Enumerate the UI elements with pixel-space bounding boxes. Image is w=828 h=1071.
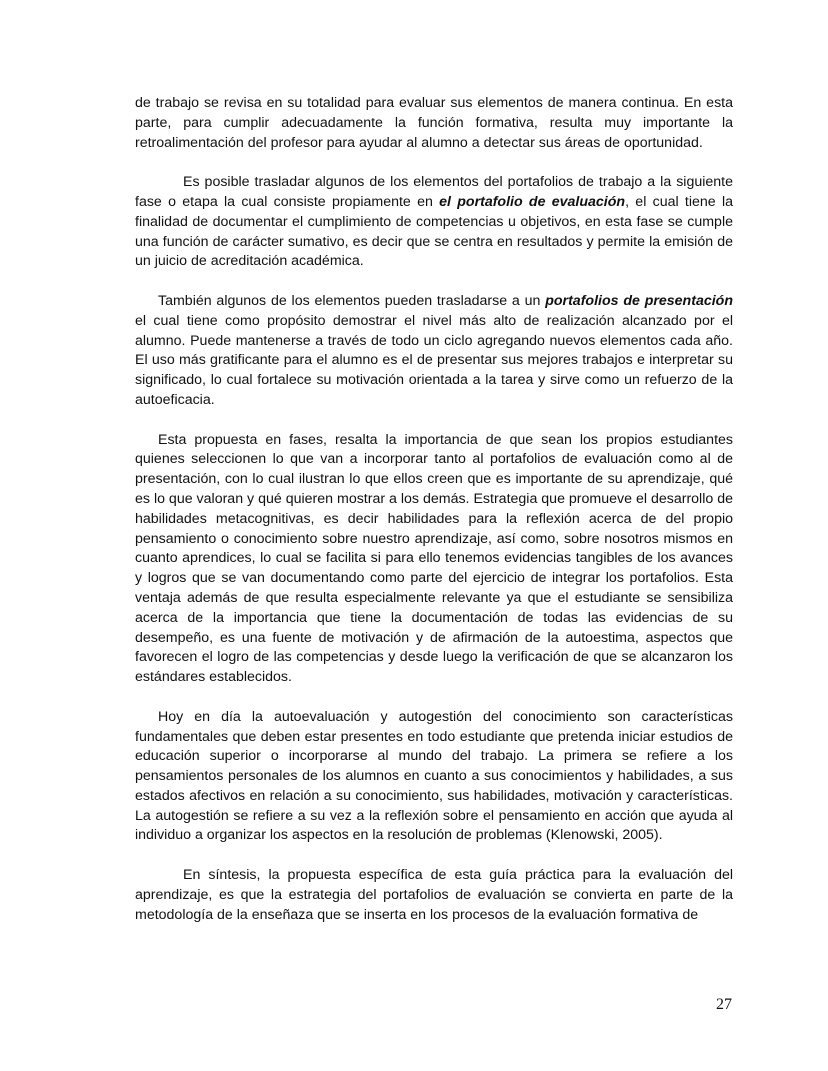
paragraph-1 [135, 94, 733, 153]
paragraph-3 [135, 292, 733, 411]
paragraph-6-text: En síntesis, la propuesta específica de esta guía práctica para la evaluación del aprendizaje, es que la estrategia del portafolios de evaluación se convierta en parte de la metodología de la enseñaza que se inserta en los procesos de la evaluación formativa de [135, 867, 733, 923]
paragraph-2-text-end: , el cual tiene la finalidad de documentar el cumplimiento de competencias u objetivos, en esta fase se cumple una función de carácter sumativo, es decir que se centra en resultados y permite la emisión de un juicio de acreditación académica. [135, 193, 733, 270]
paragraph-4-text: Esta propuesta en fases, resalta la importancia de que sean los propios estudiantes quienes seleccionen lo que van a incorporar tanto al portafolios de evaluación como al de presentación, con lo cual ilustran lo que ellos creen que es importante de su aprendizaje, qué es lo que valoran y qué quieren mostrar a los demás. Estrategia que promueve el desarrollo de habilidades metacognitivas, es decir habilidades para la reflexión acerca de del propio pensamiento o conocimiento sobre nuestro aprendizaje, así como, sobre nosotros mismos en cuanto aprendices, lo cual se facilita si para ello tenemos evidencias tangibles de los avances y logros que se van documentando como parte del ejercicio de integrar los portafolios. Esta ventaja además de que resulta especialmente relevante ya que el estudiante se sensibiliza acerca de la importancia que tiene la documentación de todas las evidencias de su desempeño, es una fuente de motivación y de afirmación de la autoestima, aspectos que favorecen el logro de las competencias y desde luego la verificación de que se alcanzaron los estándares establecidos. [135, 431, 733, 686]
paragraph-6 [135, 866, 733, 925]
body-text [135, 94, 733, 945]
page-number: 27 [716, 996, 732, 1013]
paragraph-5-text: Hoy en día la autoevaluación y autogestión del conocimiento son características fundamentales que deben estar presentes en todo estudiante que pretenda iniciar estudios de educación superior o incorporarse al mundo del trabajo. La primera se refiere a los pensamientos personales de los alumnos en cuanto a sus conocimientos y habilidades, a sus estados afectivos en relación a su conocimiento, sus habilidades, motivación y características. La autogestión se refiere a su vez a la reflexión sobre el pensamiento en acción que ayuda al individuo a organizar los aspectos en la resolución de problemas (Klenowski, 2005). [135, 708, 733, 844]
paragraph-2 [135, 173, 733, 272]
emphasis-portafolios-presentacion: portafolios de presentación [545, 292, 734, 309]
paragraph-3-text-end: el cual tiene como propósito demostrar el nivel más alto de realización alcanzado por el alumno. Puede mantenerse a través de todo un ciclo agregando nuevos elementos cada año. El uso más gratificante para el alumno es el de presentar sus mejores trabajos e interpretar su significado, lo cual fortalece su motivación orientada a la tarea y sirve como un refuerzo de la autoeficacia. [135, 312, 733, 408]
paragraph-1-text: de trabajo se revisa en su totalidad para evaluar sus elementos de manera continua. En esta parte, para cumplir adecuadamente la función formativa, resulta muy importante la retroalimentación del profesor para ayudar al alumno a detectar sus áreas de oportunidad. [135, 95, 733, 151]
paragraph-3-text-start: También algunos de los elementos pueden trasladarse a un [158, 292, 546, 309]
emphasis-portafolio-evaluacion: el portafolio de evaluación [439, 193, 626, 210]
paragraph-2-text-start: Es posible trasladar algunos de los elementos del portafolios de trabajo a la siguiente fase o etapa la cual consiste propiamente en [135, 174, 733, 210]
paragraph-5 [135, 708, 733, 847]
paragraph-4 [135, 431, 733, 688]
